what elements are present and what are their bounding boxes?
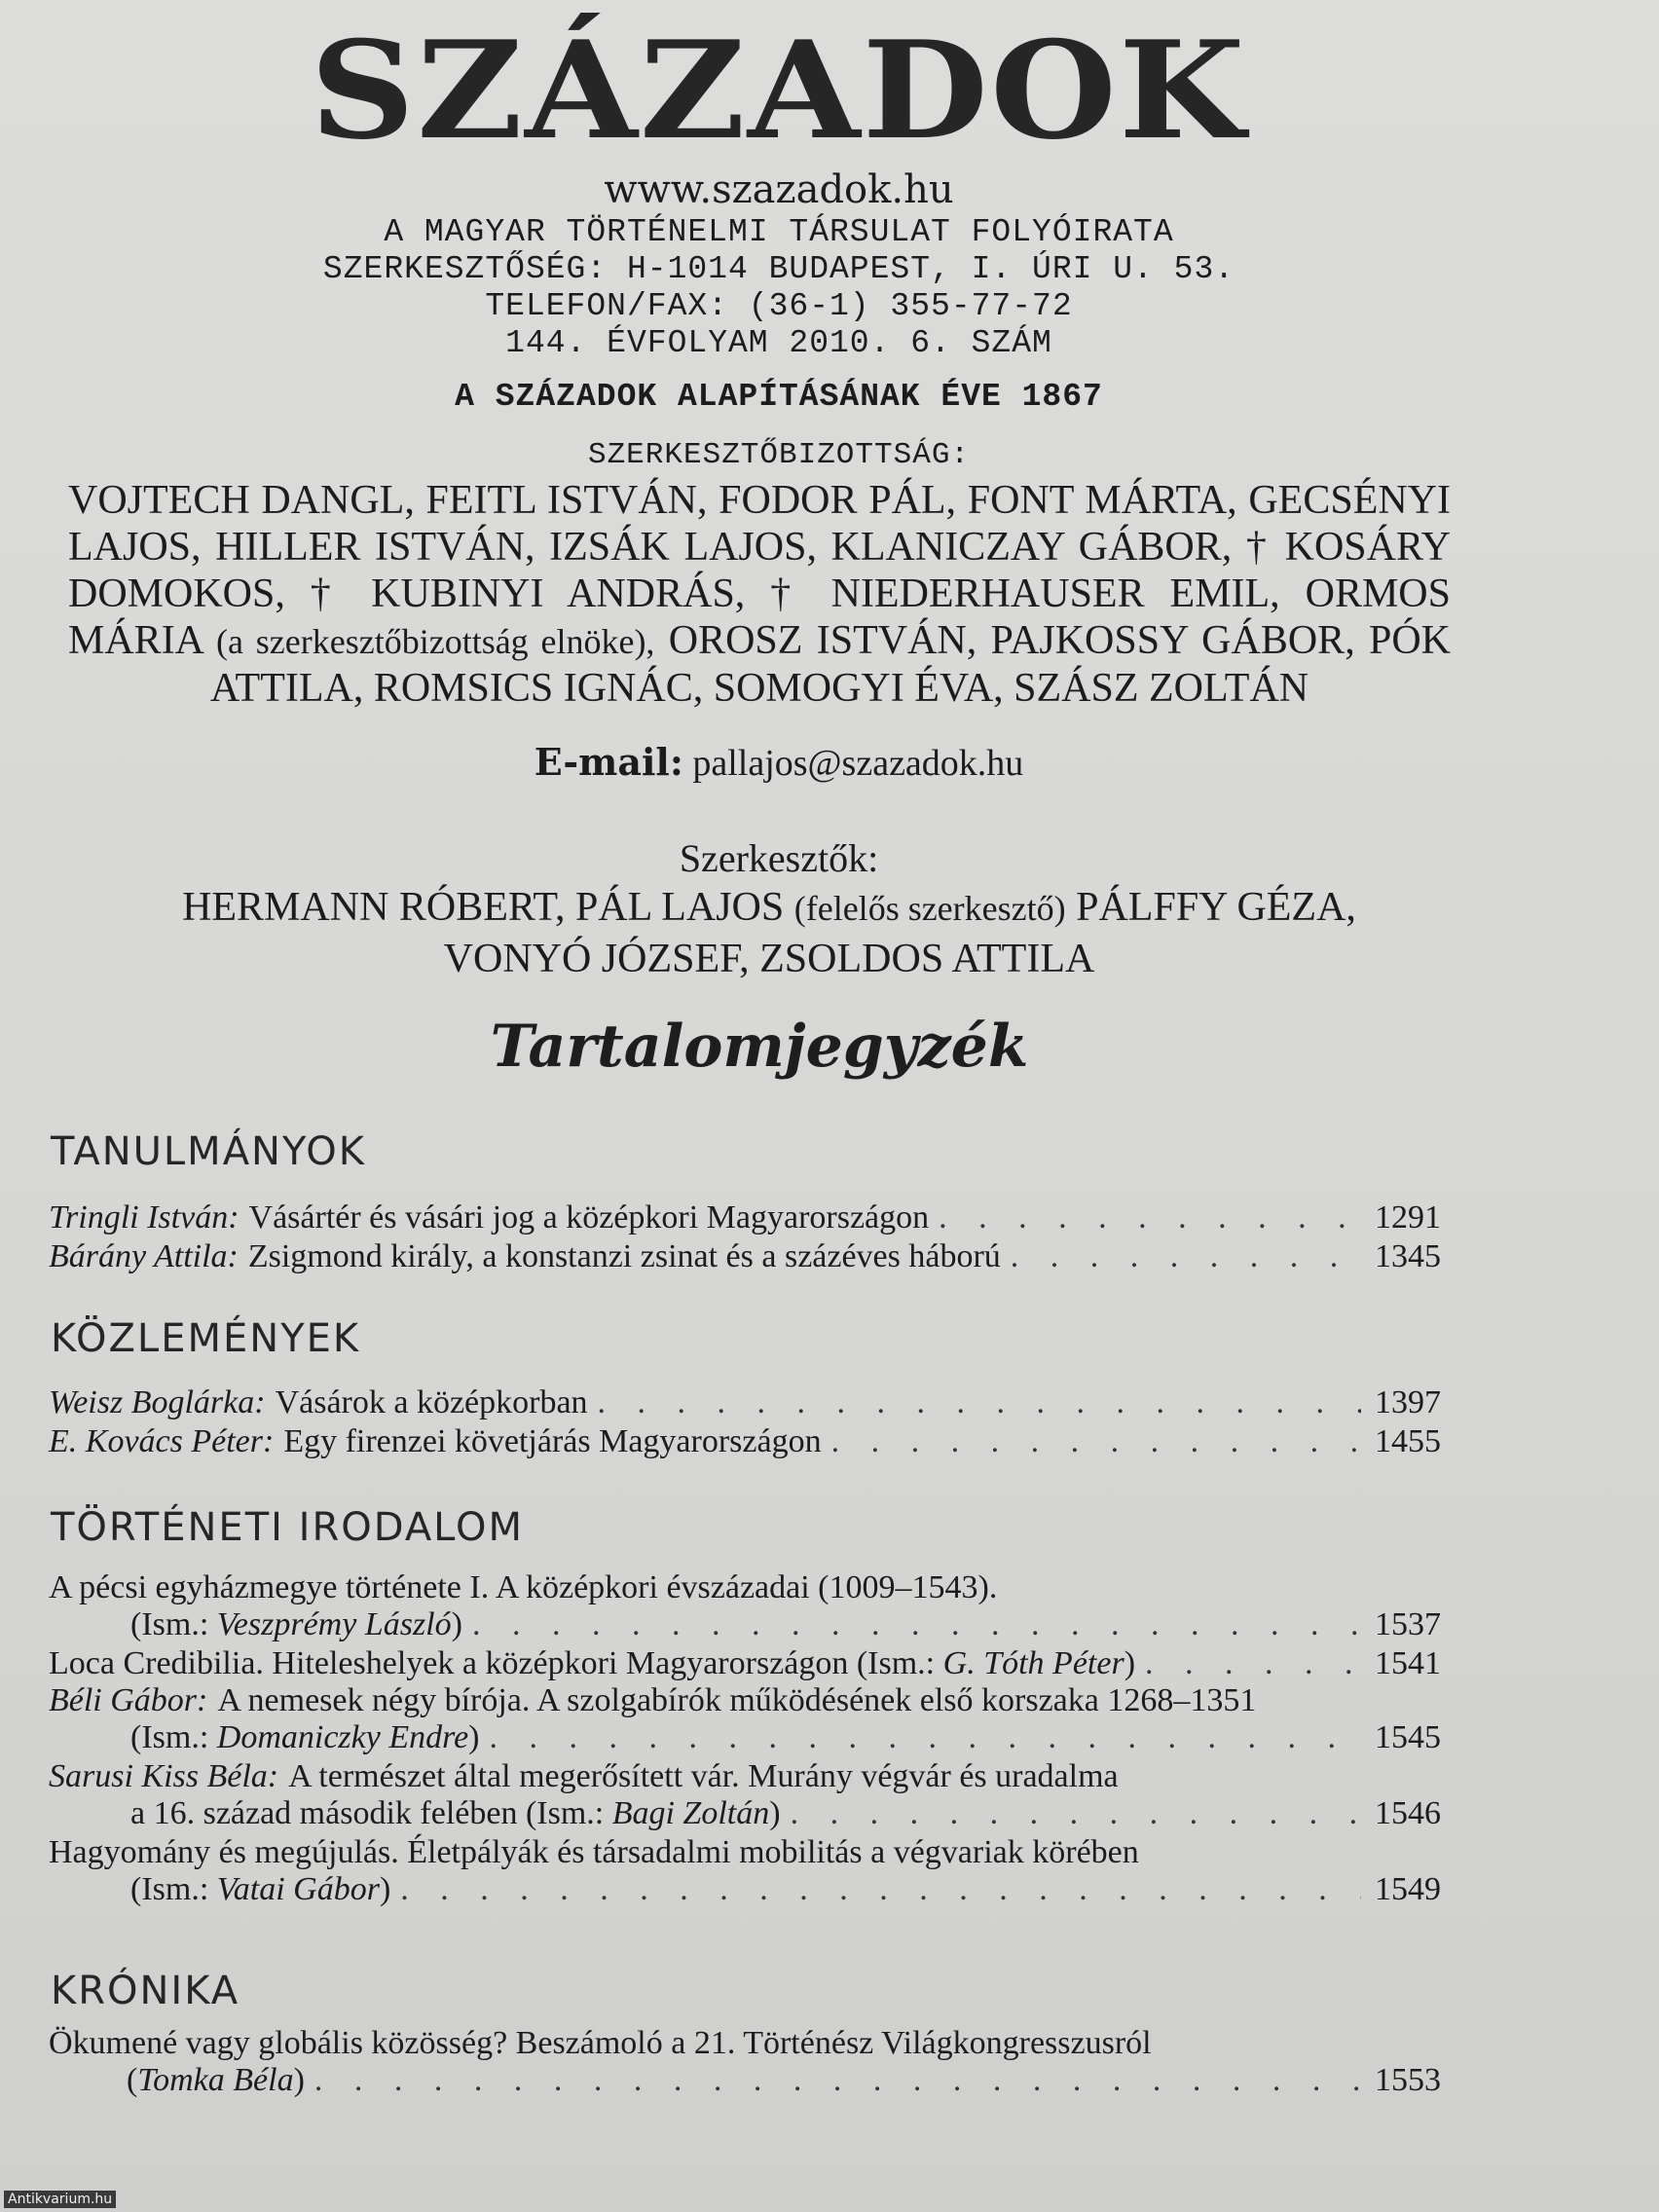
entry-title: A természet által megerősített vár. Murány végvár és uradalma [288,1758,1119,1794]
entry-reviewer: Domaniczky Endre [216,1719,469,1755]
entry-continuation: a 16. század második felében (Ism.: [130,1795,605,1831]
editors-list [127,882,1412,984]
editorial-board [68,477,1451,712]
ism-close: ) [293,2062,305,2098]
leader-dots [1145,1645,1361,1682]
entry-title: A pécsi egyházmegye története I. A középkori évszázadai (1009–1543). [49,1569,998,1605]
address-line: SZERKESZTŐSÉG: H-1014 BUDAPEST, I. ÚRI U. 53. [322,251,1235,287]
entry-reviewer: Tomka Béla [137,2062,294,2098]
ism-open: (Ism.: [130,1871,209,1907]
ism-close: ) [379,1871,391,1907]
leader-dots [314,2062,1361,2099]
section-heading: KRÓNIKA [51,1969,240,2013]
toc-entry [49,1423,1441,1460]
ism-close: ) [451,1606,462,1642]
entry-author: E. Kovács Péter: [49,1423,275,1459]
watermark: Antikvarium.hu [4,2191,116,2208]
email-address: pallajos@szazadok.hu [692,743,1024,784]
journal-title: SZÁZADOK [310,11,1248,169]
entry-title: Zsigmond király, a konstanzi zsinat és a százéves háború [247,1238,1001,1274]
leader-dots [939,1199,1361,1236]
ism-open: (Ism.: [130,1719,209,1755]
toc-entry [49,1569,1441,1643]
entry-page: 1541 [1375,1645,1441,1681]
board-chair-note: (a szerkesztőbizottság elnöke), [216,622,655,661]
toc-entry [49,2025,1441,2099]
entry-title: Ökumené vagy globális közösség? Beszámoló a 21. Történész Világkongresszusról [49,2025,1152,2061]
toc-entry [49,1758,1441,1832]
leader-dots [791,1795,1361,1832]
section-heading: TÖRTÉNETI IRODALOM [51,1505,525,1550]
entry-page: 1397 [1375,1384,1441,1420]
entry-page: 1345 [1375,1238,1441,1274]
leader-dots [598,1384,1361,1421]
board-label: SZERKESZTŐBIZOTTSÁG: [587,438,971,472]
leader-dots [472,1606,1361,1643]
ism-open: (Ism.: [130,1606,209,1642]
entry-author: Bárány Attila: [49,1238,239,1274]
leader-dots [400,1871,1361,1908]
entry-author: Tringli István: [49,1199,240,1235]
entry-page: 1455 [1375,1423,1441,1459]
ism-open: ( [127,2062,138,2098]
founded-line: A SZÁZADOK ALAPÍTÁSÁNAK ÉVE 1867 [455,379,1103,415]
entry-author: Béli Gábor: [49,1682,208,1718]
toc-entry [49,1384,1441,1421]
entry-reviewer: Bagi Zoltán [611,1795,770,1831]
phone-line: TELEFON/FAX: (36-1) 355-77-72 [485,288,1073,324]
ism-close: ) [468,1719,480,1755]
entry-page: 1546 [1375,1795,1441,1831]
entry-title: Loca Credibilia. Hiteleshelyek a középkori Magyarországon (Ism.: [49,1645,936,1681]
toc-entry [49,1199,1441,1236]
toc-title: Tartalomjegyzék [490,1013,1029,1081]
entry-title: Hagyomány és megújulás. Életpályák és társadalmi mobilitás a végvariak körében [49,1834,1139,1870]
editors-part-b: PÁLFFY GÉZA, VONYÓ JÓZSEF, ZSOLDOS ATTILA [443,885,1356,981]
entry-page: 1291 [1375,1199,1441,1235]
entry-page: 1553 [1375,2062,1441,2098]
board-members-a: VOJTECH DANGL, FEITL ISTVÁN, FODOR PÁL, FONT MÁRTA, GECSÉNYI LAJOS, HILLER ISTVÁN, IZSÁK LAJOS, KLANICZAY GÁBOR, † KOSÁRY DOMOKOS, † KUBINYI ANDRÁS, † NIEDERHAUSER EMIL, ORMOS MÁRIA [68,478,1451,663]
entry-page: 1549 [1375,1871,1441,1907]
entry-author: Sarusi Kiss Béla: [49,1758,279,1794]
leader-dots [490,1719,1362,1756]
email-line [0,740,1558,785]
volume-line: 144. ÉVFOLYAM 2010. 6. SZÁM [505,325,1052,361]
publisher-line: A MAGYAR TÖRTÉNELMI TÁRSULAT FOLYÓIRATA [384,214,1174,250]
editors-label: Szerkesztők: [679,836,879,880]
entry-title: A nemesek négy bírója. A szolgabírók működésének első korszaka 1268–1351 [217,1682,1257,1718]
entry-title: Vásárok a középkorban [275,1384,588,1420]
entry-title: Vásártér és vásári jog a középkori Magyarországon [248,1199,930,1235]
toc-entry [49,1645,1441,1682]
entry-author: Weisz Boglárka: [49,1384,266,1420]
board-members-b: OROSZ ISTVÁN, PAJKOSSY GÁBOR, PÓK ATTILA, ROMSICS IGNÁC, SOMOGYI ÉVA, SZÁSZ ZOLTÁN [209,618,1452,711]
editors-part-a: HERMANN RÓBERT, PÁL LAJOS [182,885,785,930]
toc-entry [49,1238,1441,1275]
section-heading: TANULMÁNYOK [51,1129,366,1174]
editors-note: (felelős szerkesztő) [793,889,1066,928]
entry-reviewer: G. Tóth Péter [942,1645,1124,1681]
email-label: E-mail: [534,740,683,784]
section-heading: KÖZLEMÉNYEK [51,1316,361,1361]
entry-page: 1545 [1375,1719,1441,1755]
leader-dots [831,1423,1361,1460]
masthead [0,11,1558,475]
leader-dots [1011,1238,1361,1275]
entry-reviewer: Vatai Gábor [216,1871,380,1907]
entry-reviewer: Veszprémy László [216,1606,452,1642]
toc-entry [49,1834,1441,1908]
journal-url: www.szazadok.hu [604,167,954,212]
toc-entry [49,1682,1441,1756]
entry-page: 1537 [1375,1606,1441,1642]
ism-close: ) [769,1795,781,1831]
ism-close: ) [1124,1645,1136,1681]
entry-title: Egy firenzei követjárás Magyarországon [283,1423,822,1459]
